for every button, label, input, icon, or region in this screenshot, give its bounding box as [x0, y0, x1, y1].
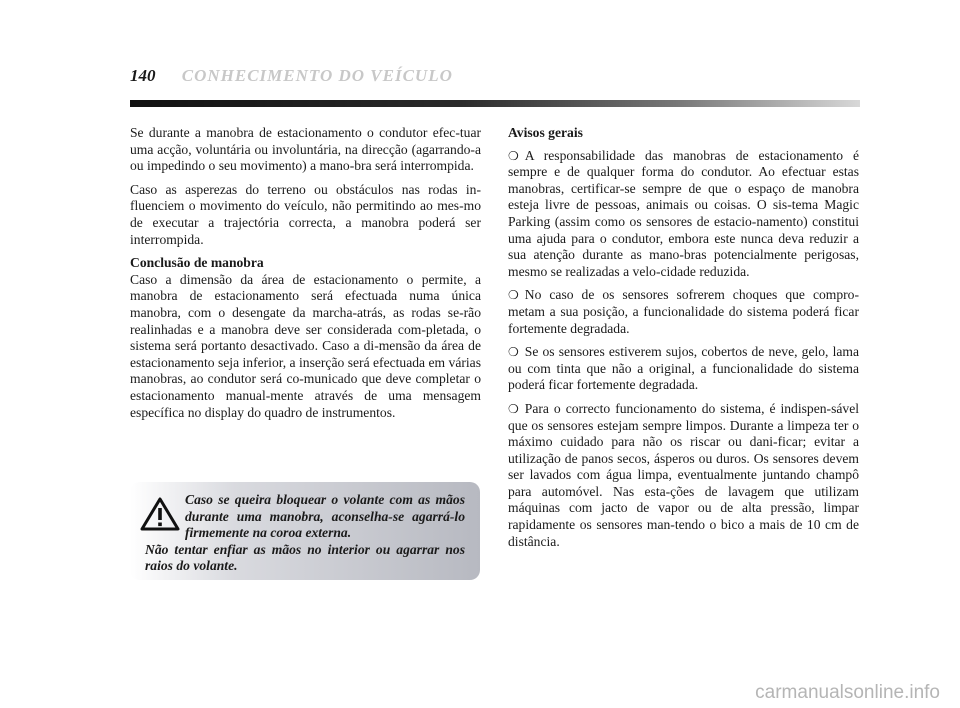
watermark: carmanualsonline.info	[755, 682, 940, 703]
left-column	[130, 125, 481, 428]
paragraph: Caso a dimensão da área de estacionamento o permite, a manobra de estacionamento será efectuada numa única manobra, com o desengate da marcha-atrás, as rodas se-rão realinhadas e a manobra deve ser considerada com-pletada, o sistema será portanto desactivado. Caso a di-mensão da área de estacionamento seja inferior, a inserção será efectuada em várias manobras, ao condutor será co-municado que deve completar o estacionamento manual-mente através de uma mensagem específica no display do quadro de instrumentos.	[130, 271, 481, 420]
page-header	[130, 66, 453, 86]
bullet-item: ❍ No caso de os sensores sofrerem choques que compro-metam a sua posição, a funcionalidade do sistema poderá ficar fortemente degradada.	[508, 287, 859, 337]
right-column	[508, 125, 859, 557]
bullet-item: ❍ Para o correcto funcionamento do sistema, é indispen-sável que os sensores estejam sempre limpos. Durante a limpeza ter o máximo cuidado para não os riscar ou dani-ficar; evitar a utilização de panos secos, ásperos ou duros. Os sensores devem ser lavados com água limpa, eventualmente juntando champô para automóvel. Nas esta-ções de lavagem que utilizam máquinas com jacto de vapor ou de alta pressão, limpar rapidamente os sensores man-tendo o bico a mais de 10 cm de distância.	[508, 401, 859, 550]
paragraph: Se durante a manobra de estacionamento o condutor efec-tuar uma acção, voluntária ou involuntária, na direcção (agarrando-a ou impedindo o seu movimento) a mano-bra será interrompida.	[130, 125, 481, 174]
warning-text-first: Caso se queira bloquear o volante com as mãos durante uma manobra, aconselha-se agarrá-lo firmemente na coroa externa.	[185, 492, 465, 541]
section-heading: Conclusão de manobra	[130, 255, 264, 271]
header-rule	[130, 100, 860, 107]
warning-text	[145, 492, 465, 575]
section-heading: Avisos gerais	[508, 125, 583, 140]
bullet-item: ❍ A responsabilidade das manobras de estacionamento é sempre e de qualquer forma do condutor. Ao efectuar estas manobras, certificar-se sempre de que o espaço de manobra esteja livre de pessoas, animais ou coisas. O sis-tema Magic Parking (assim como os sensores de estacio-namento) constitui uma ajuda para o condutor, embora este nunca deva reduzir a sua atenção durante as mano-bras potencialmente perigosas, mesmo se realizadas a velo-cidade reduzida.	[508, 148, 859, 281]
section-title: CONHECIMENTO DO VEÍCULO	[181, 66, 453, 85]
paragraph: Caso as asperezas do terreno ou obstáculos nas rodas in-fluenciem o movimento do veículo, não permitindo ao mes-mo de executar a trajectória correcta, a manobra poderá ser interrompida.	[130, 181, 481, 247]
warning-text-rest: Não tentar enfiar as mãos no interior ou agarrar nos raios do volante.	[145, 541, 465, 574]
bullet-item: ❍ Se os sensores estiverem sujos, cobertos de neve, gelo, lama ou com tinta que não a original, a funcionalidade do sistema poderá ficar fortemente degradada.	[508, 344, 859, 394]
page-number: 140	[130, 66, 156, 85]
